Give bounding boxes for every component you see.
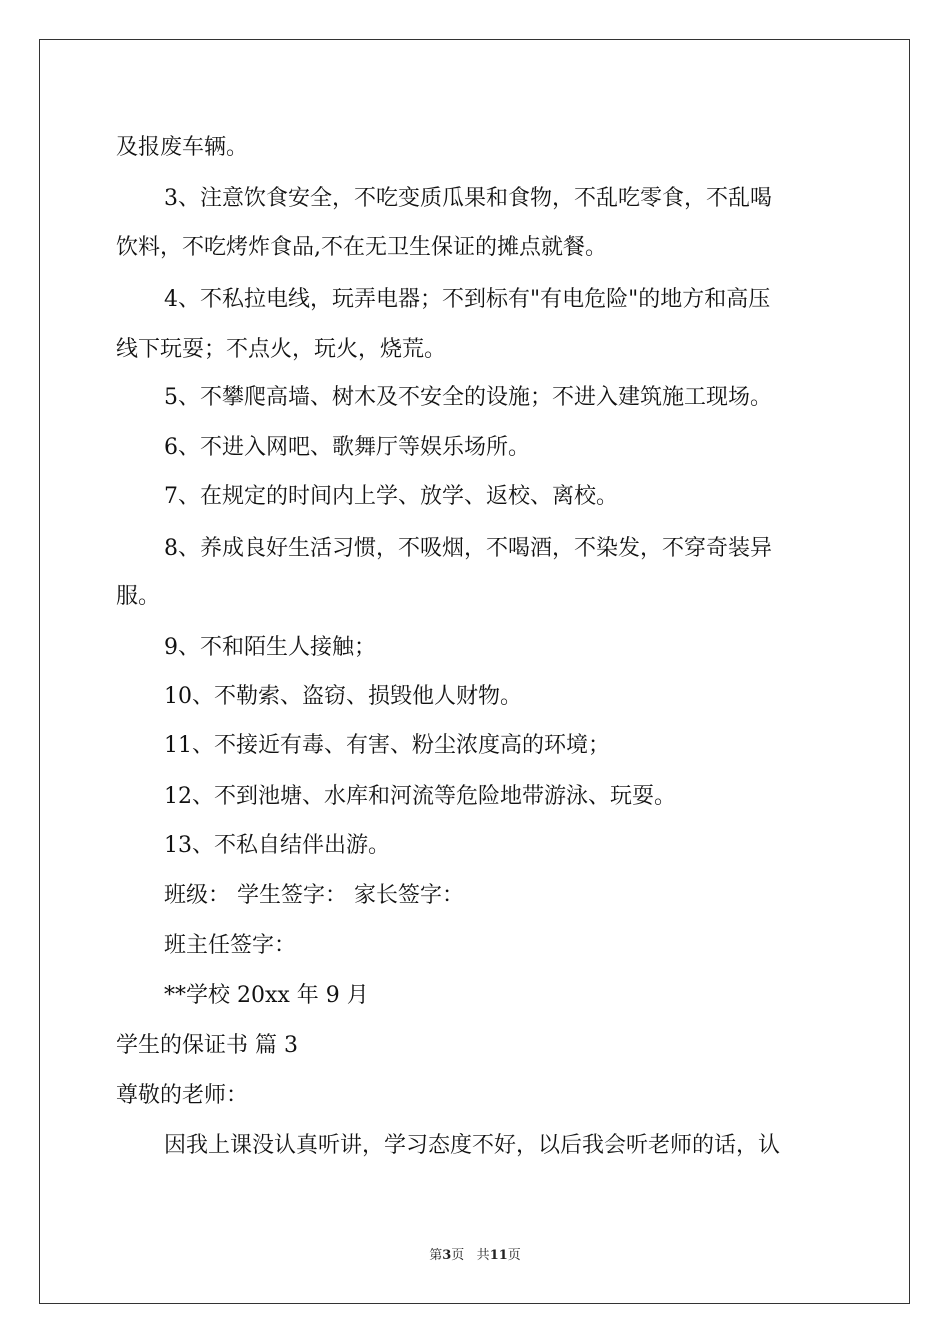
section-heading: 学生的保证书 篇 3 xyxy=(116,1033,298,1058)
page-prefix: 第 xyxy=(429,1248,443,1263)
signature-fields: 班主任签字： xyxy=(164,933,297,958)
paragraph-line: 6、不进入网吧、歌舞厅等娱乐场所。 xyxy=(164,435,530,460)
total-suffix: 页 xyxy=(507,1248,521,1263)
paragraph-line: 9、不和陌生人接触； xyxy=(164,635,376,660)
paragraph-line: 7、在规定的时间内上学、放学、返校、离校。 xyxy=(164,484,618,509)
signature-fields: 班级： 学生签字： 家长签字： xyxy=(164,883,464,908)
paragraph-line: 13、不私自结伴出游。 xyxy=(164,833,390,858)
total-prefix: 共 xyxy=(476,1248,490,1263)
paragraph-line: 4、不私拉电线，玩弄电器；不到标有"有电危险"的地方和高压 xyxy=(164,287,771,312)
total-pages: 11 xyxy=(489,1248,508,1263)
paragraph-line: 5、不攀爬高墙、树木及不安全的设施；不进入建筑施工现场。 xyxy=(164,385,772,410)
school-date-line: **学校 20xx 年 9 月 xyxy=(164,983,369,1008)
paragraph-line: 11、不接近有毒、有害、粉尘浓度高的环境； xyxy=(164,733,610,758)
paragraph-line: 10、不勒索、盗窃、损毁他人财物。 xyxy=(164,684,522,709)
paragraph-line: 线下玩耍；不点火，玩火，烧荒。 xyxy=(116,337,447,362)
page-suffix: 页 xyxy=(451,1248,465,1263)
page-border xyxy=(39,39,910,1304)
paragraph-line: 服。 xyxy=(116,584,161,609)
paragraph-line: 饮料，不吃烤炸食品,不在无卫生保证的摊点就餐。 xyxy=(116,235,607,260)
paragraph-line: 因我上课没认真听讲，学习态度不好，以后我会听老师的话，认 xyxy=(164,1133,781,1158)
salutation: 尊敬的老师： xyxy=(116,1083,249,1108)
paragraph-line: 12、不到池塘、水库和河流等危险地带游泳、玩耍。 xyxy=(164,784,676,809)
paragraph-line: 及报废车辆。 xyxy=(116,135,249,160)
page-footer xyxy=(0,1244,950,1263)
paragraph-line: 3、注意饮食安全，不吃变质瓜果和食物，不乱吃零食，不乱喝 xyxy=(164,186,772,211)
page-number: 3 xyxy=(442,1248,452,1263)
paragraph-line: 8、养成良好生活习惯，不吸烟，不喝酒，不染发，不穿奇装异 xyxy=(164,536,772,561)
